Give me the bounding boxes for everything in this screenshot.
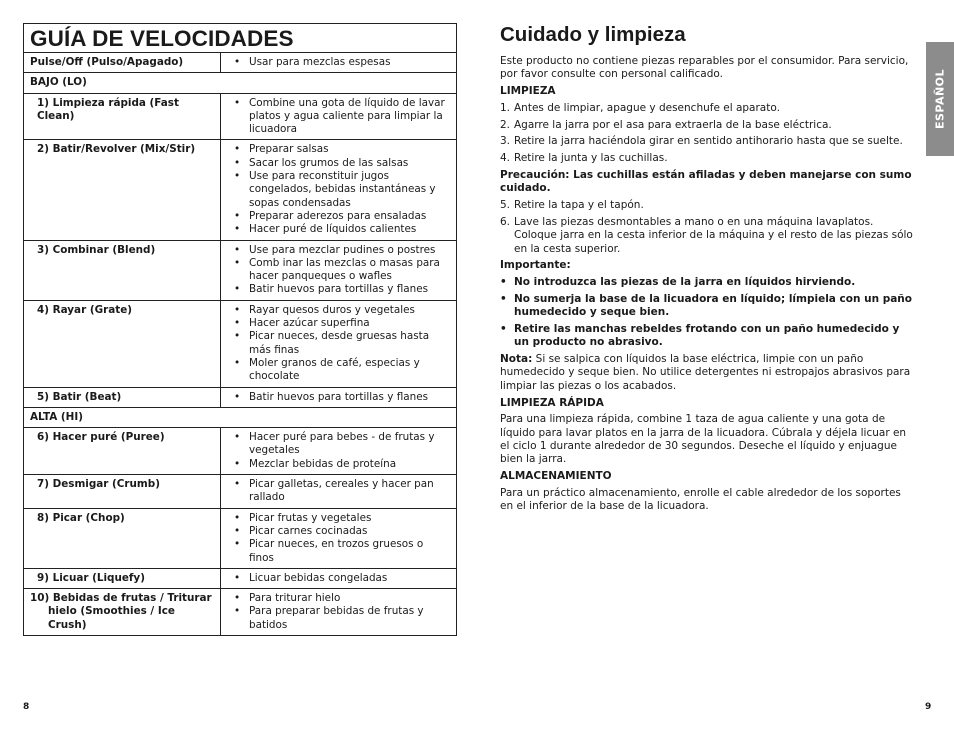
important-item: • No introduzca las piezas de la jarra en líquidos hirviendo.	[500, 276, 914, 289]
speed-uses-list	[234, 143, 450, 236]
speed-uses-cell	[221, 388, 456, 407]
speed-use-item: • Hacer azúcar superfina	[234, 317, 450, 330]
speed-setting-text: 8) Picar (Chop)	[37, 511, 125, 524]
step-text: Agarre la jarra por el asa para extraerla de la base eléctrica.	[514, 118, 832, 131]
speed-row	[24, 140, 456, 240]
speed-uses-cell	[221, 428, 456, 474]
speed-uses-cell	[221, 53, 456, 72]
speed-setting-text: 1) Limpieza rápida (Fast Clean)	[37, 96, 179, 122]
speed-setting-label	[24, 509, 221, 568]
step-text: Retire la tapa y el tapón.	[514, 199, 644, 212]
speed-use-item: • Licuar bebidas congeladas	[234, 572, 450, 585]
step-item	[500, 152, 914, 165]
step-item	[500, 135, 914, 148]
page-number-right: 9	[925, 702, 932, 712]
speed-uses-list	[234, 56, 450, 69]
step-text: Retire la junta y las cuchillas.	[514, 152, 668, 165]
speed-setting-text: 5) Batir (Beat)	[37, 390, 122, 403]
quick-clean-text: Para una limpieza rápida, combine 1 taza de agua caliente y una gota de líquido para lavar platos en la jarra de la licuadora. Cúbrala y déjela licuar en el ciclo 1 durante alrededor de 30 segundos. Deseche el líquido y enjuague bien la jarra.	[500, 413, 907, 466]
note-paragraph	[500, 353, 914, 393]
speed-use-item: • Batir huevos para tortillas y flanes	[234, 391, 450, 404]
speed-uses-cell	[221, 569, 456, 588]
speed-setting-label	[24, 53, 221, 72]
speed-row	[24, 301, 456, 388]
step-item	[500, 102, 914, 115]
speed-use-item: • Use para mezclar pudines o postres	[234, 244, 450, 257]
speed-row	[24, 475, 456, 509]
note-label: Nota:	[500, 353, 533, 366]
speed-row	[24, 94, 456, 141]
speed-use-item: • Usar para mezclas espesas	[234, 56, 450, 69]
caution-note: Precaución: Las cuchillas están afiladas y deben manejarse con sumo cuidado.	[500, 169, 912, 195]
speed-uses-list	[234, 572, 450, 585]
speed-use-item: • Picar nueces, desde gruesas hasta más finas	[234, 330, 450, 357]
speed-use-item: • Picar galletas, cereales y hacer pan rallado	[234, 478, 450, 505]
step-number: 3.	[500, 135, 511, 148]
language-tab-label: ESPAÑOL	[933, 68, 947, 130]
speed-use-item: • Combine una gota de líquido de lavar platos y agua caliente para limpiar la licuadora	[234, 97, 450, 137]
step-number: 1.	[500, 101, 511, 114]
note-text: Si se salpica con líquidos la base eléctrica, limpie con un paño humedecido y seque bien. No utilice detergentes ni estropajos abrasivos para limpiar las piezas o los acabados.	[500, 353, 911, 392]
step-text: Antes de limpiar, apague y desenchufe el aparato.	[514, 101, 780, 114]
speed-use-item: • Comb inar las mezclas o masas para hacer panqueques o wafles	[234, 257, 450, 284]
speed-use-item: • Batir huevos para tortillas y flanes	[234, 283, 450, 296]
page-number-left: 8	[23, 702, 30, 712]
care-intro: Este producto no contiene piezas reparables por el consumidor. Para servicio, por favor consulte con personal calificado.	[500, 55, 909, 81]
important-item: • Retire las manchas rebeldes frotando con un paño humedecido y un producto no abrasivo.	[500, 323, 914, 350]
speed-row	[24, 53, 456, 73]
speed-use-item: • Sacar los grumos de las salsas	[234, 157, 450, 170]
cleaning-steps-b	[500, 199, 914, 256]
speed-uses-list	[234, 304, 450, 384]
speed-row	[24, 509, 456, 569]
speed-use-item: • Picar nueces, en trozos gruesos o finos	[234, 538, 450, 565]
speed-uses-list	[234, 478, 450, 505]
storage-text: Para un práctico almacenamiento, enrolle el cable alrededor de los soportes en el inferior de la base de la licuadora.	[500, 486, 901, 513]
speed-setting-label	[24, 589, 221, 635]
storage-heading: ALMACENAMIENTO	[500, 470, 612, 483]
speed-use-item: • Para preparar bebidas de frutas y batidos	[234, 605, 450, 632]
speed-uses-list	[234, 391, 450, 404]
speed-setting-label	[24, 301, 221, 387]
important-item: • No sumerja la base de la licuadora en líquido; límpiela con un paño humedecido y seque bien.	[500, 293, 914, 320]
speed-uses-cell	[221, 301, 456, 387]
speed-setting-text: 3) Combinar (Blend)	[37, 243, 156, 256]
speed-uses-cell	[221, 589, 456, 635]
speed-use-item: • Hacer puré de líquidos calientes	[234, 223, 450, 236]
speed-section-label: ALTA (HI)	[30, 410, 83, 423]
speed-setting-text: 2) Batir/Revolver (Mix/Stir)	[37, 143, 196, 156]
speed-setting-label	[24, 569, 221, 588]
step-number: 5.	[500, 199, 511, 212]
speed-uses-list	[234, 244, 450, 297]
speed-uses-cell	[221, 140, 456, 239]
speed-uses-list	[234, 97, 450, 137]
step-number: 6.	[500, 215, 511, 228]
speed-use-item: • Hacer puré para bebes - de frutas y vegetales	[234, 431, 450, 458]
step-number: 4.	[500, 152, 511, 165]
speed-setting-text: 6) Hacer puré (Puree)	[37, 431, 165, 444]
care-title: Cuidado y limpieza	[500, 23, 686, 46]
speed-setting-label	[24, 94, 221, 140]
speed-use-item: • Picar frutas y vegetales	[234, 512, 450, 525]
speed-setting-label	[24, 475, 221, 508]
speed-uses-list	[234, 592, 450, 632]
speed-setting-label	[24, 241, 221, 300]
speed-guide-title: GUÍA DE VELOCIDADES	[24, 24, 456, 53]
speed-setting-label	[24, 140, 221, 239]
speed-setting-label	[24, 428, 221, 474]
speed-use-item: • Mezclar bebidas de proteína	[234, 458, 450, 471]
speed-setting-text: 4) Rayar (Grate)	[37, 303, 132, 316]
speed-section-label: BAJO (LO)	[30, 76, 87, 89]
important-list	[500, 276, 914, 349]
speed-setting-text: 10) Bebidas de frutas / Triturar hielo (Smoothies / Ice Crush)	[30, 592, 212, 631]
speed-setting-text: 7) Desmigar (Crumb)	[37, 478, 160, 491]
speed-setting-label	[24, 388, 221, 407]
speed-section-row	[24, 73, 456, 93]
speed-row	[24, 388, 456, 408]
step-item	[500, 216, 914, 256]
care-cleaning-section	[500, 22, 914, 517]
speed-row	[24, 241, 456, 301]
step-text: Lave las piezas desmontables a mano o en una máquina lavaplatos. Coloque jarra en la cesta inferior de la máquina y el resto de las piezas sólo en la cesta superior.	[514, 215, 913, 255]
speed-row	[24, 589, 456, 635]
speed-use-item: • Rayar quesos duros y vegetales	[234, 304, 450, 317]
cleaning-heading: LIMPIEZA	[500, 85, 556, 98]
speed-row	[24, 428, 456, 475]
quick-clean-heading: LIMPIEZA RÁPIDA	[500, 396, 604, 409]
step-number: 2.	[500, 118, 511, 131]
speed-use-item: • Preparar aderezos para ensaladas	[234, 210, 450, 223]
language-tab	[926, 42, 954, 156]
speed-guide-rows	[24, 53, 456, 635]
speed-uses-cell	[221, 241, 456, 300]
step-text: Retire la jarra haciéndola girar en sentido antihorario hasta que se suelte.	[514, 135, 903, 148]
speed-row	[24, 569, 456, 589]
speed-uses-cell	[221, 509, 456, 568]
speed-use-item: • Use para reconstituir jugos congelados, bebidas instantáneas y sopas condensadas	[234, 170, 450, 210]
speed-setting-text: 9) Licuar (Liquefy)	[37, 571, 145, 584]
speed-guide-table	[23, 23, 457, 636]
speed-setting-text: Pulse/Off (Pulso/Apagado)	[30, 56, 184, 68]
speed-use-item: • Picar carnes cocinadas	[234, 525, 450, 538]
speed-use-item: • Moler granos de café, especias y chocolate	[234, 357, 450, 384]
speed-uses-cell	[221, 94, 456, 140]
speed-uses-list	[234, 431, 450, 471]
speed-uses-list	[234, 512, 450, 565]
speed-uses-cell	[221, 475, 456, 508]
important-heading: Importante:	[500, 259, 571, 272]
step-item	[500, 119, 914, 132]
cleaning-steps-a	[500, 102, 914, 166]
speed-section-row	[24, 408, 456, 428]
speed-use-item: • Para triturar hielo	[234, 592, 450, 605]
step-item	[500, 199, 914, 212]
speed-use-item: • Preparar salsas	[234, 143, 450, 156]
